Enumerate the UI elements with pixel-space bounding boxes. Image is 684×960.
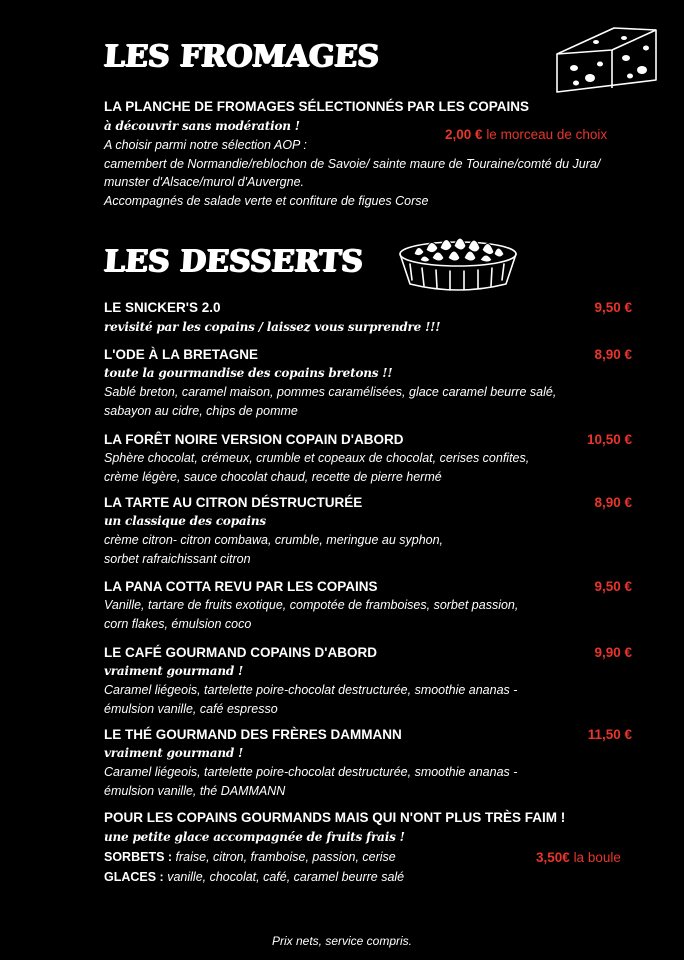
- dessert-title: LA TARTE AU CITRON DÉSTRUCTURÉE: [104, 495, 363, 510]
- dessert-price: 9,50 €: [594, 579, 632, 594]
- dessert-price: 9,90 €: [594, 645, 632, 660]
- dessert-script: un classique des copains: [104, 514, 266, 528]
- fromages-price-unit: le morceau de choix: [486, 127, 608, 142]
- dessert-title: LE CAFÉ GOURMAND COPAINS D'ABORD: [104, 645, 377, 660]
- dessert-title: LE SNICKER'S 2.0: [104, 300, 221, 315]
- dessert-script: vraiment gourmand !: [104, 746, 244, 760]
- dessert-price: 9,50 €: [594, 300, 632, 315]
- fromages-item-title: LA PLANCHE DE FROMAGES SÉLECTIONNÉS PAR LES COPAINS: [104, 99, 530, 114]
- sorbets-line: [104, 848, 396, 867]
- dessert-script: vraiment gourmand !: [104, 664, 244, 678]
- footer-note: Prix nets, service compris.: [271, 934, 413, 948]
- desc-line: crème légère, sauce chocolat chaud, recette de pierre hermé: [104, 469, 442, 484]
- desc-line: camembert de Normandie/reblochon de Savoie/ sainte maure de Touraine/comté du Jura/: [104, 156, 601, 171]
- dessert-title: LE THÉ GOURMAND DES FRÈRES DAMMANN: [104, 727, 402, 742]
- glaces-price-unit: la boule: [573, 850, 621, 865]
- glaces-title: POUR LES COPAINS GOURMANDS MAIS QUI N'ONT PLUS TRÈS FAIM !: [104, 810, 566, 825]
- desc-line: sorbet rafraichissant citron: [104, 551, 251, 566]
- desc-line: Caramel liégeois, tartelette poire-chocolat destructurée, smoothie ananas -: [104, 765, 518, 779]
- desc-line: munster d'Alsace/murol d'Auvergne.: [104, 175, 305, 189]
- desc-line: Accompagnés de salade verte et confiture de figues Corse: [104, 193, 429, 208]
- desc-line: Sablé breton, caramel maison, pommes caramélisées, glace caramel beurre salé,: [104, 385, 557, 399]
- dessert-price: 8,90 €: [594, 347, 632, 362]
- glaces-price: [536, 850, 621, 866]
- fromages-description: [104, 136, 600, 210]
- dessert-script: revisité par les copains / laissez vous surprendre !!!: [104, 320, 441, 334]
- dessert-script: toute la gourmandise des copains bretons !!: [104, 366, 393, 380]
- fromages-script: à découvrir sans modération !: [104, 119, 300, 133]
- glaces-line: [104, 868, 404, 887]
- desc-line: émulsion vanille, café espresso: [104, 701, 278, 716]
- glaces-label: GLACES :: [104, 870, 164, 884]
- sorbets-text: fraise, citron, framboise, passion, cerise: [172, 850, 396, 864]
- desc-line: émulsion vanille, thé DAMMANN: [104, 783, 286, 798]
- dessert-title: L'ODE À LA BRETAGNE: [104, 347, 258, 362]
- dessert-description: [104, 531, 443, 568]
- desserts-title: LES DESSERTS: [102, 244, 365, 279]
- desc-line: crème citron- citron combawa, crumble, meringue au syphon,: [104, 533, 444, 547]
- desc-line: sabayon au cidre, chips de pomme: [104, 403, 298, 418]
- desc-line: Vanille, tartare de fruits exotique, compotée de framboises, sorbet passion,: [104, 598, 519, 612]
- tart-illustration-icon: [394, 224, 522, 296]
- glaces-text: vanille, chocolat, café, caramel beurre salé: [163, 870, 405, 884]
- dessert-price: 10,50 €: [586, 432, 632, 447]
- dessert-description: [104, 763, 517, 800]
- dessert-description: [104, 383, 556, 420]
- fromages-title: LES FROMAGES: [102, 39, 381, 74]
- dessert-description: [104, 681, 517, 718]
- desc-line: A choisir parmi notre sélection AOP :: [104, 138, 307, 152]
- dessert-title: LA PANA COTTA REVU PAR LES COPAINS: [104, 579, 378, 594]
- dessert-price: 11,50 €: [587, 727, 632, 742]
- cheese-illustration-icon: [552, 20, 664, 96]
- sorbets-label: SORBETS :: [104, 850, 173, 864]
- desc-line: corn flakes, émulsion coco: [104, 616, 252, 631]
- glaces-price-value: 3,50€: [536, 850, 570, 865]
- desc-line: Sphère chocolat, crémeux, crumble et copeaux de chocolat, cerises confites,: [104, 451, 530, 465]
- dessert-price: 8,90 €: [594, 495, 632, 510]
- dessert-description: [104, 596, 518, 633]
- dessert-title: LA FORÊT NOIRE VERSION COPAIN D'ABORD: [104, 432, 404, 447]
- dessert-description: [104, 449, 529, 486]
- desc-line: Caramel liégeois, tartelette poire-chocolat destructurée, smoothie ananas -: [104, 683, 518, 697]
- glaces-script: une petite glace accompagnée de fruits frais !: [104, 830, 405, 844]
- fromages-price-value: 2,00 €: [445, 127, 483, 142]
